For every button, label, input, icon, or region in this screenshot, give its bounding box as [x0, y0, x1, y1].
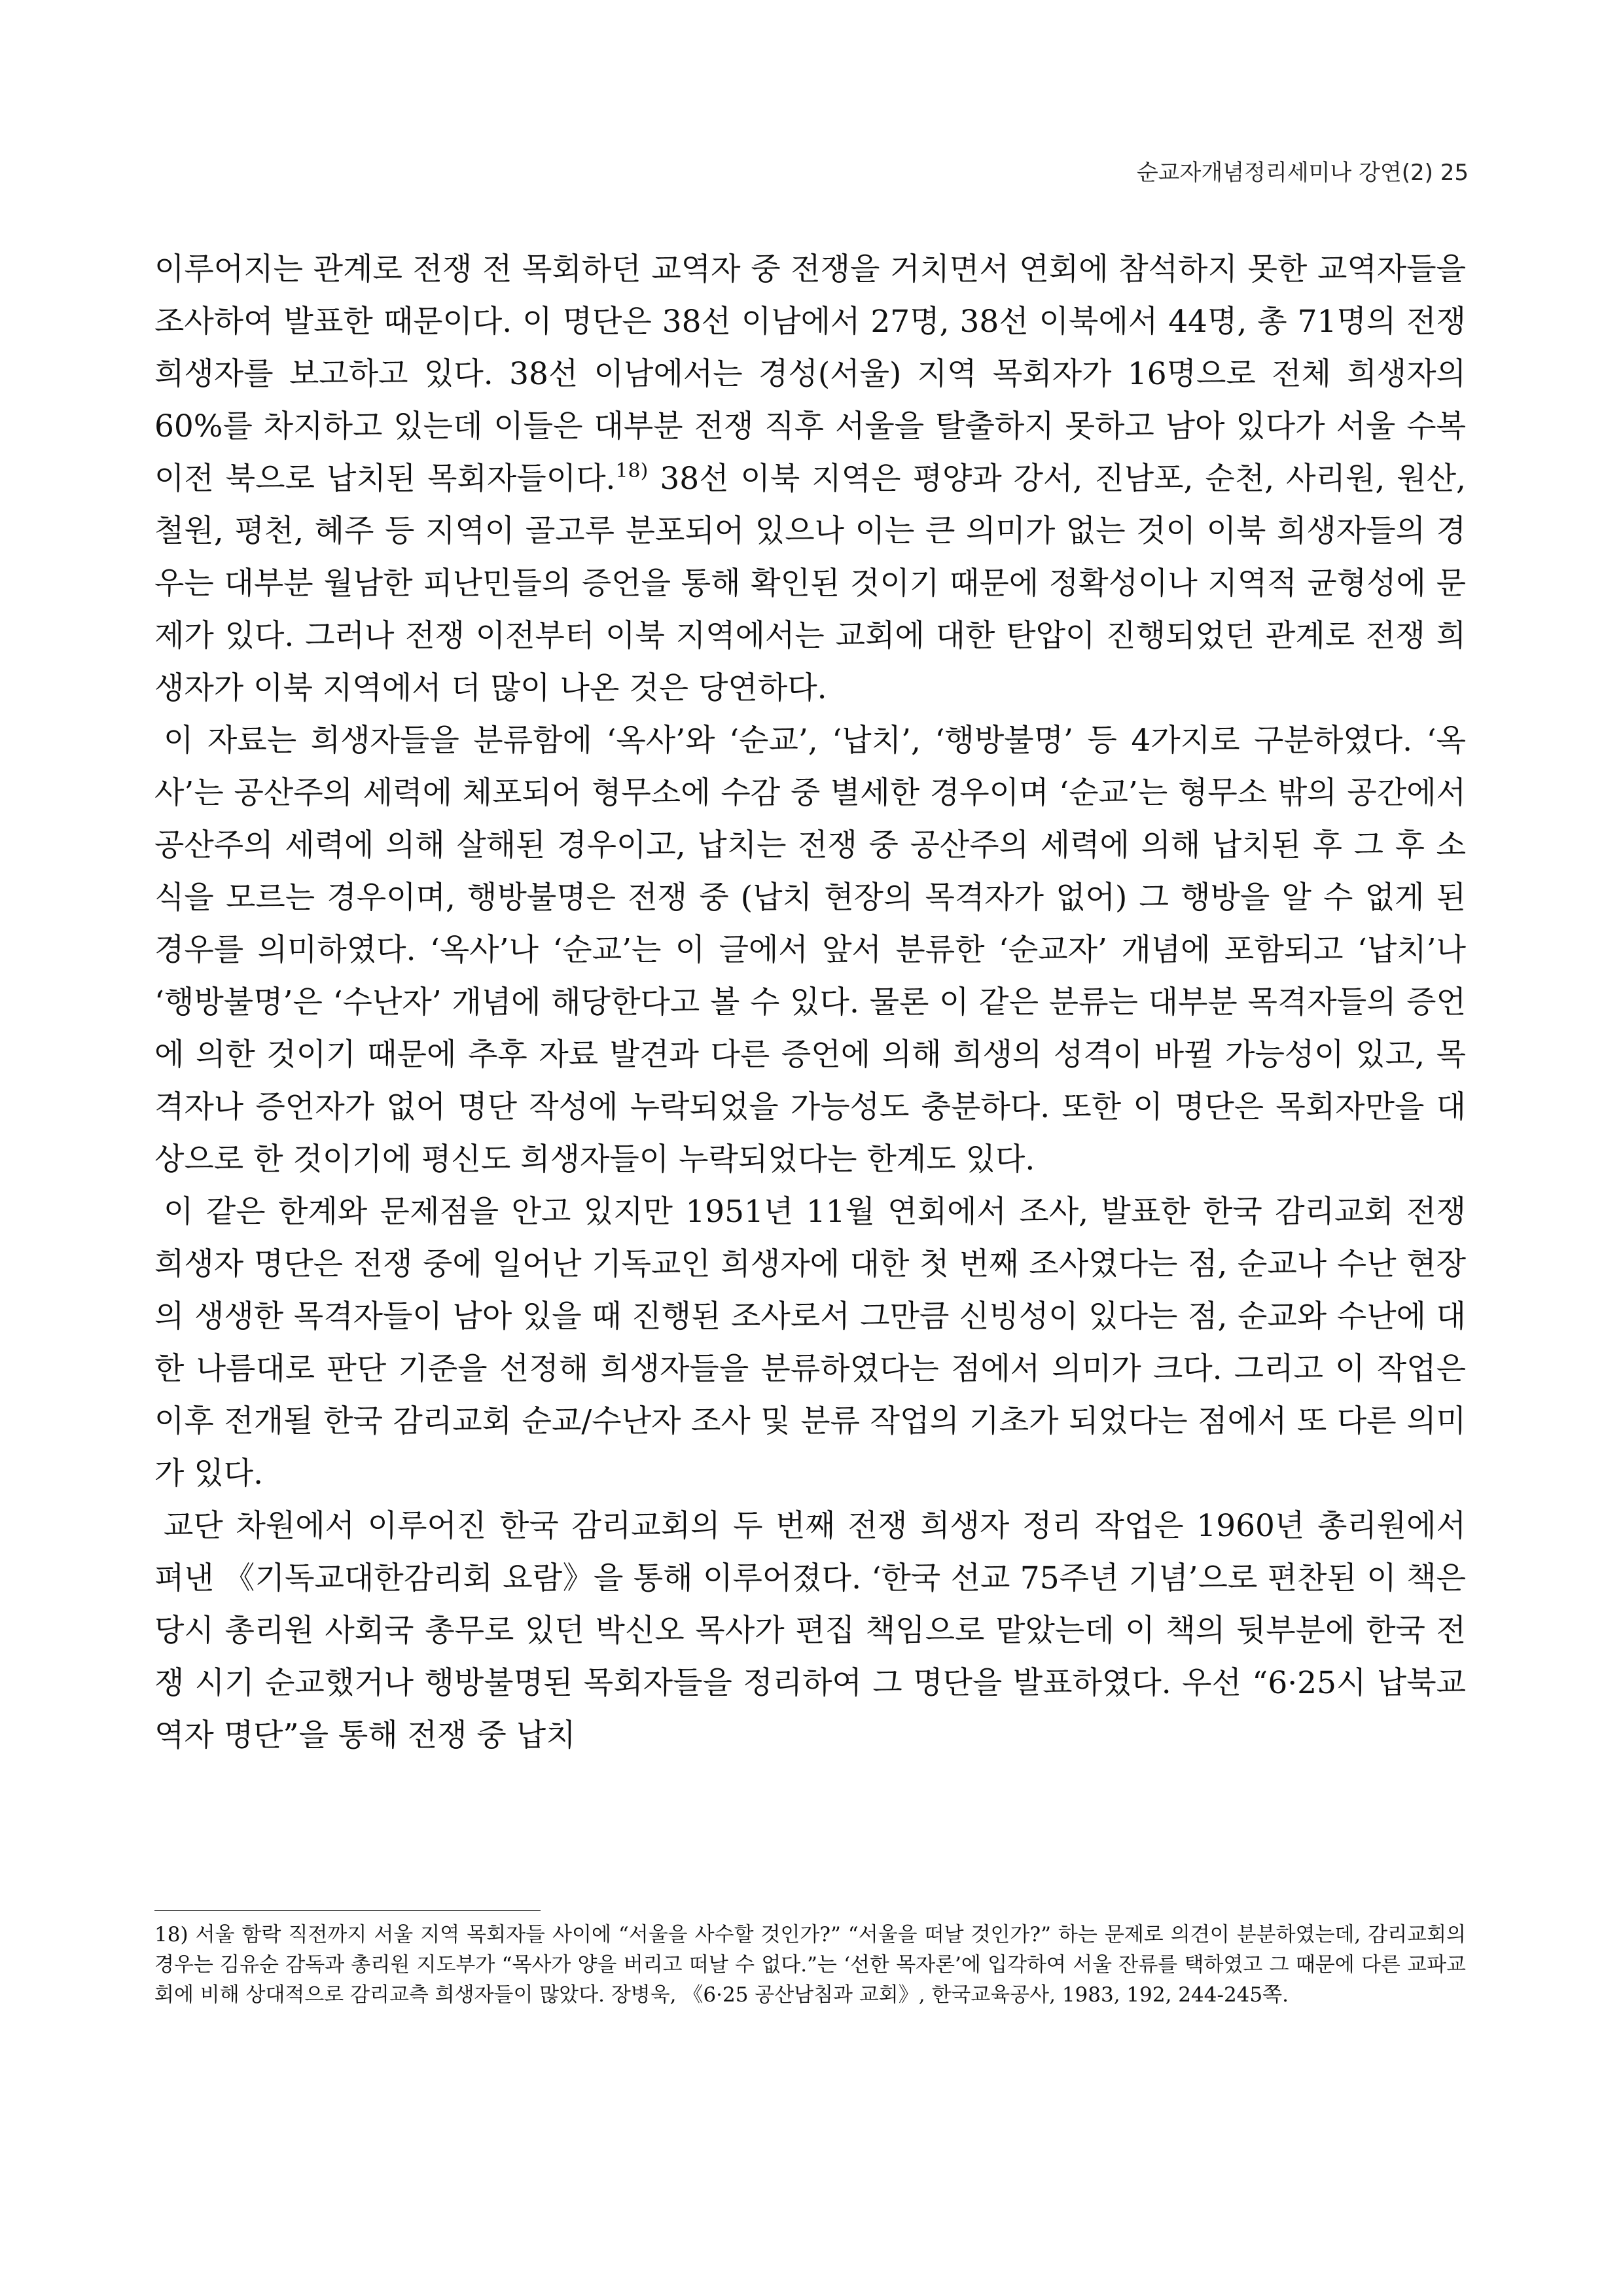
- footnote: [154, 1920, 1466, 2010]
- footnote-reference: 18): [615, 459, 649, 482]
- body-text: [154, 243, 1466, 1762]
- paragraph-1-text-a: 이루어지는 관계로 전쟁 전 목회하던 교역자 중 전쟁을 거치면서 연회에 참석하지 못한 교역자들을 조사하여 발표한 때문이다. 이 명단은 38선 이남에서 27명, 38선 이북에서 44명, 총 71명의 전쟁 희생자를 보고하고 있다. 38선 이남에서는 경성(서울) 지역 목회자가 16명으로 전체 희생자의 60%를 차지하고 있는데 이들은 대부분 전쟁 직후 서울을 탈출하지 못하고 남아 있다가 서울 수복이전 북으로 납치된 목회자들이다.: [154, 251, 1466, 497]
- paragraph-2: 이 자료는 희생자들을 분류함에 ‘옥사’와 ‘순교’, ‘납치’, ‘행방불명’ 등 4가지로 구분하였다. ‘옥사’는 공산주의 세력에 체포되어 형무소에 수감 중 별세한 경우이며 ‘순교’는 형무소 밖의 공간에서 공산주의 세력에 의해 살해된 경우이고, 납치는 전쟁 중 공산주의 세력에 의해 납치된 후 그 후 소식을 모르는 경우이며, 행방불명은 전쟁 중 (납치 현장의 목격자가 없어) 그 행방을 알 수 없게 된 경우를 의미하였다. ‘옥사’나 ‘순교’는 이 글에서 앞서 분류한 ‘순교자’ 개념에 포함되고 ‘납치’나 ‘행방불명’은 ‘수난자’ 개념에 해당한다고 볼 수 있다. 물론 이 같은 분류는 대부분 목격자들의 증언에 의한 것이기 때문에 추후 자료 발견과 다른 증언에 의해 희생의 성격이 바뀔 가능성이 있고, 목격자나 증언자가 없어 명단 작성에 누락되었을 가능성도 충분하다. 또한 이 명단은 목회자만을 대상으로 한 것이기에 평신도 희생자들이 누락되었다는 한계도 있다.: [154, 723, 1466, 1177]
- paragraph-3: 이 같은 한계와 문제점을 안고 있지만 1951년 11월 연회에서 조사, 발표한 한국 감리교회 전쟁 희생자 명단은 전쟁 중에 일어난 기독교인 희생자에 대한 첫 번째 조사였다는 점, 순교나 수난 현장의 생생한 목격자들이 남아 있을 때 진행된 조사로서 그만큼 신빙성이 있다는 점, 순교와 수난에 대한 나름대로 판단 기준을 선정해 희생자들을 분류하였다는 점에서 의미가 크다. 그리고 이 작업은 이후 전개될 한국 감리교회 순교/수난자 조사 및 분류 작업의 기초가 되었다는 점에서 또 다른 의미가 있다.: [154, 1194, 1466, 1492]
- paragraph-4: 교단 차원에서 이루어진 한국 감리교회의 두 번째 전쟁 희생자 정리 작업은 1960년 총리원에서 펴낸 《기독교대한감리회 요람》을 통해 이루어졌다. ‘한국 선교 75주년 기념’으로 편찬된 이 책은 당시 총리원 사회국 총무로 있던 박신오 목사가 편집 책임으로 맡았는데 이 책의 뒷부분에 한국 전쟁 시기 순교했거나 행방불명된 목회자들을 정리하여 그 명단을 발표하였다. 우선 “6·25시 납북교역자 명단”을 통해 전쟁 중 납치: [154, 1508, 1466, 1753]
- running-header: 순교자개념정리세미나 강연(2) 25: [1136, 160, 1469, 186]
- paragraph-1: [154, 243, 1466, 715]
- paragraph-1-text-b: 38선 이북 지역은 평양과 강서, 진남포, 순천, 사리원, 원산, 철원, 평천, 혜주 등 지역이 골고루 분포되어 있으나 이는 큰 의미가 없는 것이 이북 희생자들의 경우는 대부분 월남한 피난민들의 증언을 통해 확인된 것이기 때문에 정확성이나 지역적 균형성에 문제가 있다. 그러나 전쟁 이전부터 이북 지역에서는 교회에 대한 탄압이 진행되었던 관계로 전쟁 희생자가 이북 지역에서 더 많이 나온 것은 당연하다.: [154, 461, 1466, 706]
- footnote-text: 서울 함락 직전까지 서울 지역 목회자들 사이에 “서울을 사수할 것인가?” “서울을 떠날 것인가?” 하는 문제로 의견이 분분하였는데, 감리교회의 경우는 김유순 감독과 총리원 지도부가 “목사가 양을 버리고 떠날 수 없다.”는 ‘선한 목자론’에 입각하여 서울 잔류를 택하였고 그 때문에 다른 교파교회에 비해 상대적으로 감리교측 희생자들이 많았다. 장병욱, 《6·25 공산남침과 교회》, 한국교육공사, 1983, 192, 244-245쪽.: [154, 1923, 1467, 2007]
- footnote-divider: [154, 1910, 541, 1911]
- footnote-number: 18): [154, 1923, 188, 1946]
